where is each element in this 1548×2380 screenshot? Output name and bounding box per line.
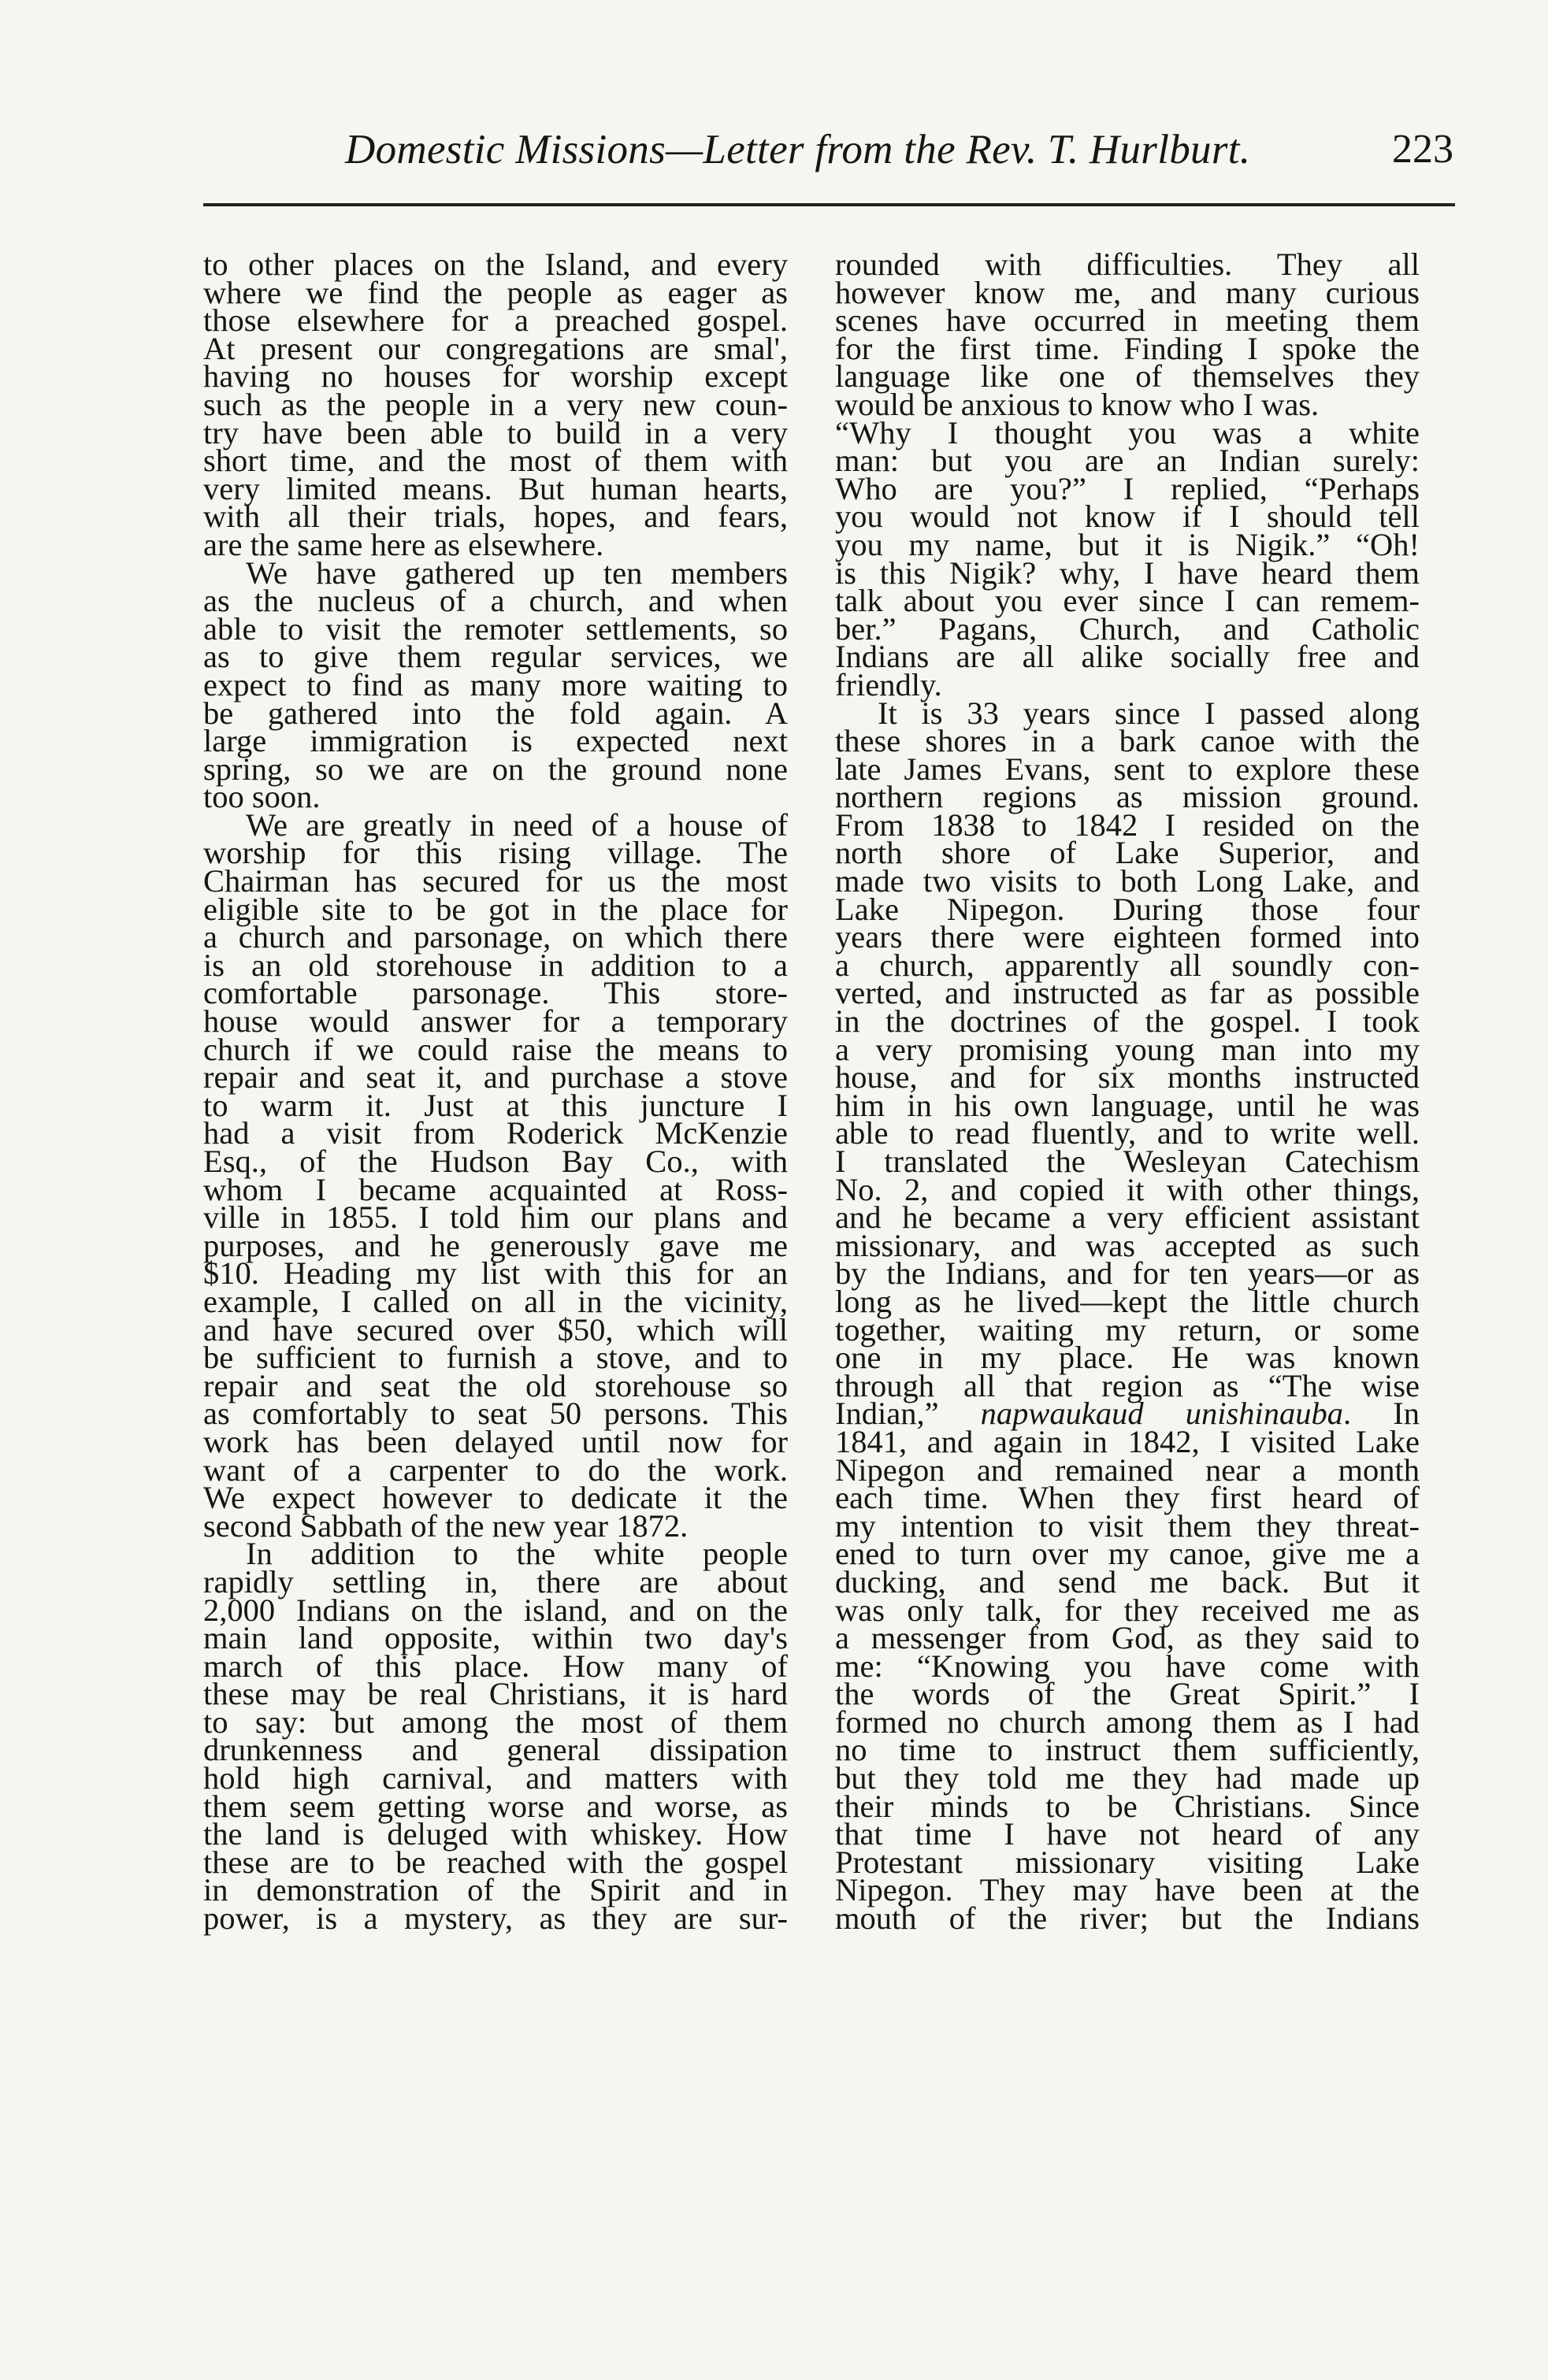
text-line: Who are you?” I replied, “Perhaps xyxy=(835,470,1420,506)
text-line: and have secured over $50, which will xyxy=(203,1311,788,1348)
text-line: is this Nigik? why, I have heard them xyxy=(835,554,1420,591)
text-line: In addition to the white people xyxy=(246,1536,788,1572)
text-line: northern regions as mission ground. xyxy=(835,779,1420,815)
text-line: ber.” Pagans, Church, and Catholic xyxy=(835,610,1420,647)
text-line: the land is deluged with whiskey. How xyxy=(203,1816,788,1852)
text-line: them seem getting worse and worse, as xyxy=(203,1788,788,1824)
text-line: to other places on the Island, and every xyxy=(203,247,788,282)
text-line: where we find the people as eager as xyxy=(203,274,788,310)
text-line: north shore of Lake Superior, and xyxy=(835,835,1420,871)
text-line: having no houses for worship except xyxy=(203,358,788,395)
text-line: together, waiting my return, or some xyxy=(835,1311,1420,1348)
text-line: a messenger from God, as they said to xyxy=(835,1620,1420,1656)
text-line: language like one of themselves they xyxy=(835,358,1420,395)
text-line: be gathered into the fold again. A xyxy=(203,695,788,731)
text-line: one in my place. He was known xyxy=(835,1340,1420,1376)
text-line: From 1838 to 1842 I resided on the xyxy=(835,806,1420,843)
text-line: and he became a very efficient assistant xyxy=(835,1199,1420,1236)
text-line: as the nucleus of a church, and when xyxy=(203,583,788,619)
text-line: a very promising young man into my xyxy=(835,1031,1420,1067)
text-line: whom I became acquainted at Ross- xyxy=(203,1171,788,1207)
text-line: expect to find as many more waiting to xyxy=(203,666,788,703)
text-line: late James Evans, sent to explore these xyxy=(835,751,1420,787)
text-line: eligible site to be got in the place for xyxy=(203,891,788,927)
text-line: hold high carnival, and matters with xyxy=(203,1760,788,1796)
text-line: rapidly settling in, there are about xyxy=(203,1563,788,1600)
text-line: is an old storehouse in addition to a xyxy=(203,947,788,983)
text-line: formed no church among them as I had xyxy=(835,1703,1420,1740)
text-line: me: “Knowing you have come with xyxy=(835,1648,1420,1684)
text-line: I translated the Wesleyan Catechism xyxy=(835,1144,1420,1179)
text-line: “Why I thought you was a white xyxy=(835,414,1420,450)
text-line: ville in 1855. I told him our plans and xyxy=(203,1199,788,1236)
text-line: be sufficient to furnish a stove, and to xyxy=(203,1340,788,1376)
text-line: large immigration is expected next xyxy=(203,723,788,759)
text-line: are the same here as elsewhere. xyxy=(203,526,604,562)
text-line: long as he lived—kept the little church xyxy=(835,1283,1420,1319)
text-line: you my name, but it is Nigik.” “Oh! xyxy=(835,526,1420,562)
text-line: No. 2, and copied it with other things, xyxy=(835,1171,1420,1207)
text-line: ened to turn over my canoe, give me a xyxy=(835,1536,1420,1572)
text-line: to say: but among the most of them xyxy=(203,1703,788,1740)
text-line: talk about you ever since I can remem- xyxy=(835,583,1420,619)
text-line: was only talk, for they received me as xyxy=(835,1592,1420,1628)
text-line: very limited means. But human hearts, xyxy=(203,470,788,506)
text-line: march of this place. How many of xyxy=(203,1648,788,1684)
text-line: that time I have not heard of any xyxy=(835,1816,1420,1852)
text-line: Chairman has secured for us the most xyxy=(203,863,788,899)
text-line: in demonstration of the Spirit and in xyxy=(203,1872,788,1908)
text-line: these are to be reached with the gospel xyxy=(203,1844,788,1880)
text-line: such as the people in a very new coun- xyxy=(203,386,788,422)
text-line: We have gathered up ten members xyxy=(246,554,788,591)
text-line: scenes have occurred in meeting them xyxy=(835,302,1420,339)
text-line: able to visit the remoter settlements, so xyxy=(203,610,788,647)
text-line: try have been able to build in a very xyxy=(203,414,788,450)
text-line: rounded with difficulties. They all xyxy=(835,247,1420,282)
text-line: friendly. xyxy=(835,666,942,703)
text-line: church if we could raise the means to xyxy=(203,1031,788,1067)
text-line: Protestant missionary visiting Lake xyxy=(835,1844,1420,1880)
text-line: We are greatly in need of a house of xyxy=(246,806,788,843)
text-line: worship for this rising village. The xyxy=(203,835,788,871)
text-line: house, and for six months instructed xyxy=(835,1059,1420,1095)
text-line: example, I called on all in the vicinity, xyxy=(203,1283,788,1319)
text-line: At present our congregations are smal', xyxy=(203,330,788,366)
text-line: too soon. xyxy=(203,779,321,815)
text-line: repair and seat the old storehouse so xyxy=(203,1367,788,1403)
text-run: . In xyxy=(1343,1396,1420,1432)
text-line: main land opposite, within two day's xyxy=(203,1620,788,1656)
text-line: verted, and instructed as far as possible xyxy=(835,975,1420,1011)
text-line: Lake Nipegon. During those four xyxy=(835,891,1420,927)
text-line: Nipegon and remained near a month xyxy=(835,1451,1420,1488)
text-line: Esq., of the Hudson Bay Co., with xyxy=(203,1144,788,1179)
right-column xyxy=(835,247,1420,1937)
text-line: through all that region as “The wise xyxy=(835,1367,1420,1403)
text-line: had a visit from Roderick McKenzie xyxy=(203,1115,788,1151)
text-line: repair and seat it, and purchase a stove xyxy=(203,1059,788,1095)
header-rule xyxy=(203,203,1455,206)
running-title: Domestic Missions—Letter from the Rev. T. Hurlburt. xyxy=(345,127,1251,172)
text-line: want of a carpenter to do the work. xyxy=(203,1451,788,1488)
running-head xyxy=(203,126,1453,181)
text-line: work has been delayed until now for xyxy=(203,1423,788,1459)
left-column xyxy=(203,247,788,1937)
text-line: power, is a mystery, as they are sur- xyxy=(203,1900,788,1937)
text-line: comfortable parsonage. This store- xyxy=(203,975,788,1011)
text-line: a church and parsonage, on which there xyxy=(203,919,788,955)
text-line: It is 33 years since I passed along xyxy=(878,695,1420,731)
text-line: 2,000 Indians on the island, and on the xyxy=(203,1592,788,1628)
text-line: to warm it. Just at this juncture I xyxy=(203,1087,788,1123)
text-line: with all their trials, hopes, and fears, xyxy=(203,499,788,535)
text-line: each time. When they first heard of xyxy=(835,1480,1420,1516)
text-line: made two visits to both Long Lake, and xyxy=(835,863,1420,899)
text-line: these may be real Christians, it is hard xyxy=(203,1676,788,1712)
text-line: in the doctrines of the gospel. I took xyxy=(835,1003,1420,1040)
text-line: my intention to visit them they threat- xyxy=(835,1507,1420,1544)
text-line: for the first time. Finding I spoke the xyxy=(835,330,1420,366)
text-line: mouth of the river; but the Indians xyxy=(835,1900,1420,1937)
text-line: spring, so we are on the ground none xyxy=(203,751,788,787)
text-line: purposes, and he generously gave me xyxy=(203,1227,788,1263)
text-run: Indian,” xyxy=(835,1396,981,1432)
text-line: by the Indians, and for ten years—or as xyxy=(835,1255,1420,1292)
text-line: would be anxious to know who I was. xyxy=(835,386,1320,422)
text-line: you would not know if I should tell xyxy=(835,499,1420,535)
text-line: able to read fluently, and to write well. xyxy=(835,1115,1420,1151)
text-line: him in his own language, until he was xyxy=(835,1087,1420,1123)
text-line: years there were eighteen formed into xyxy=(835,919,1420,955)
text-line: $10. Heading my list with this for an xyxy=(203,1255,788,1292)
text-line: drunkenness and general dissipation xyxy=(203,1732,788,1768)
text-line: Indians are all alike socially free and xyxy=(835,639,1420,675)
page-number: 223 xyxy=(1392,127,1453,172)
text-line: no time to instruct them sufficiently, xyxy=(835,1732,1420,1768)
text-line: as comfortably to seat 50 persons. This xyxy=(203,1396,788,1432)
text-line: these shores in a bark canoe with the xyxy=(835,723,1420,759)
text-line: a church, apparently all soundly con- xyxy=(835,947,1420,983)
text-line: We expect however to dedicate it the xyxy=(203,1480,788,1516)
text-line: their minds to be Christians. Since xyxy=(835,1788,1420,1824)
text-line: Nipegon. They may have been at the xyxy=(835,1872,1420,1908)
text-line: but they told me they had made up xyxy=(835,1760,1420,1796)
text-line: missionary, and was accepted as such xyxy=(835,1227,1420,1263)
text-line: second Sabbath of the new year 1872. xyxy=(203,1507,689,1544)
text-line: man: but you are an Indian surely: xyxy=(835,443,1420,479)
text-line: 1841, and again in 1842, I visited Lake xyxy=(835,1423,1420,1459)
italic-term: napwaukaud unishinauba xyxy=(980,1396,1344,1432)
text-line: however know me, and many curious xyxy=(835,274,1420,310)
text-line: ducking, and send me back. But it xyxy=(835,1563,1420,1600)
text-line: house would answer for a temporary xyxy=(203,1003,788,1040)
text-line: those elsewhere for a preached gospel. xyxy=(203,302,788,339)
text-line: as to give them regular services, we xyxy=(203,639,788,675)
text-line: short time, and the most of them with xyxy=(203,443,788,479)
text-line: the words of the Great Spirit.” I xyxy=(835,1676,1420,1712)
